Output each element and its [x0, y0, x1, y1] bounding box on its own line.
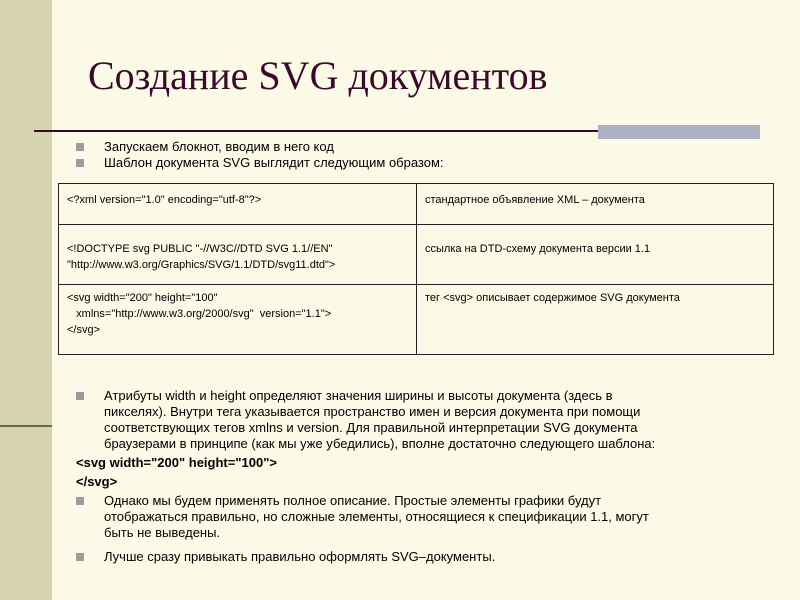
- list-item: [76, 155, 776, 171]
- body-bullets: [76, 388, 776, 565]
- table-cell-description: стандартное объявление XML – документа: [425, 194, 645, 206]
- code-line: xmlns="http://www.w3.org/2000/svg" version="1.1">: [67, 308, 332, 320]
- code-example-line: <svg width="200" height="100">: [76, 455, 277, 470]
- code-line: "http://www.w3.org/Graphics/SVG/1.1/DTD/svg11.dtd">: [67, 259, 336, 271]
- table-cell-description: тег <svg> описывает содержимое SVG документа: [425, 292, 680, 304]
- code-line: <?xml version="1.0" encoding="utf-8"?>: [67, 194, 262, 206]
- list-item-text: Шаблон документа SVG выглядит следующим образом:: [104, 155, 444, 170]
- paragraph-line: отображаться правильно, но сложные элементы, относящиеся к спецификации 1.1, могут: [104, 509, 649, 524]
- paragraph-line: пикселях). Внутри тега указывается пространство имен и версия документа при помощи: [104, 404, 641, 419]
- table-cell-code: [67, 241, 335, 273]
- table-row-divider: [59, 284, 773, 285]
- bullet-square-icon: [76, 159, 84, 167]
- list-item: [76, 388, 776, 452]
- intro-bullets: [76, 139, 776, 171]
- bullet-square-icon: [76, 497, 84, 505]
- paragraph-line: Атрибуты width и height определяют значения ширины и высоты документа (здесь в: [104, 388, 613, 403]
- table-column-divider: [416, 184, 417, 354]
- svg-template-table: [58, 183, 774, 355]
- bullet-square-icon: [76, 553, 84, 561]
- code-line: <svg width="200" height="100": [67, 292, 218, 304]
- list-item: [76, 549, 776, 565]
- title-accent-bar: [598, 125, 760, 139]
- paragraph-line: браузерами в принципе (как мы уже убедились), вполне достаточно следующего шаблона:: [104, 436, 656, 451]
- list-item-text: Запускаем блокнот, вводим в него код: [104, 139, 334, 154]
- code-line: </svg>: [67, 324, 101, 336]
- list-item: [76, 139, 776, 155]
- table-cell-description: ссылка на DTD-схему документа версии 1.1: [425, 243, 651, 255]
- slide-title: Создание SVG документов: [88, 53, 548, 98]
- paragraph-line: Лучше сразу привыкать правильно оформлять SVG–документы.: [104, 549, 496, 564]
- title-underline: [34, 130, 598, 132]
- code-example-line: </svg>: [76, 474, 118, 489]
- table-cell-code: [67, 192, 261, 208]
- paragraph-line: быть не выведены.: [104, 525, 221, 540]
- table-cell-code: [67, 290, 331, 338]
- table-row-divider: [59, 224, 773, 225]
- left-decor-band: [0, 0, 52, 600]
- paragraph-line: соответствующих тегов xmlns и version. Для правильной интерпретации SVG документа: [104, 420, 638, 435]
- code-line: <!DOCTYPE svg PUBLIC "-//W3C//DTD SVG 1.1//EN": [67, 243, 333, 255]
- list-item: [76, 493, 776, 541]
- bullet-square-icon: [76, 143, 84, 151]
- paragraph-line: Однако мы будем применять полное описание. Простые элементы графики будут: [104, 493, 602, 508]
- bullet-square-icon: [76, 392, 84, 400]
- left-band-divider: [0, 425, 52, 427]
